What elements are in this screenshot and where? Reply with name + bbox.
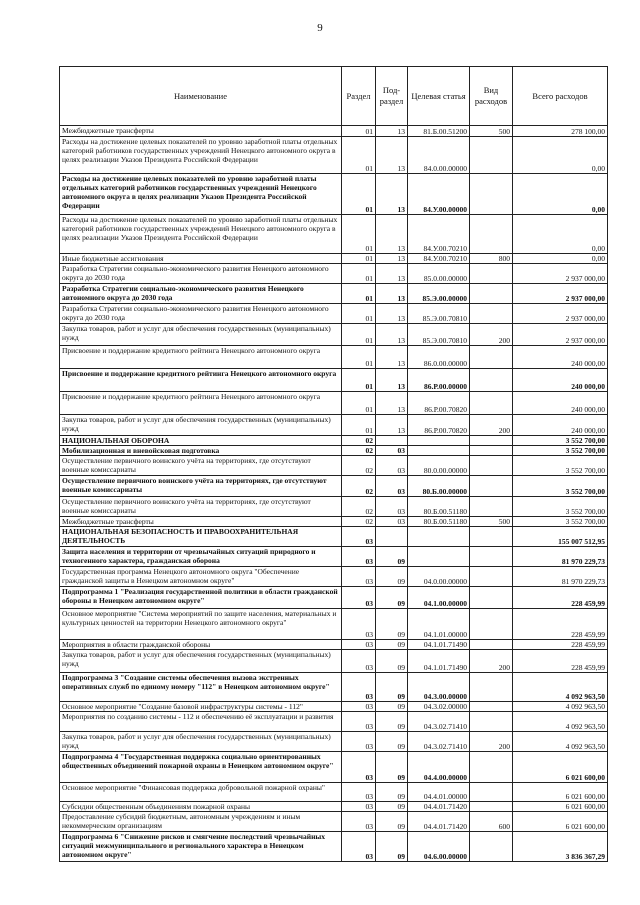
row-section: 02	[342, 446, 376, 456]
row-name: Подпрограмма 6 "Снижение рисков и смягчение последствий чрезвычайных ситуаций межмуниципального и регионального характера в Ненецком автономном округе"	[60, 832, 342, 862]
table-header	[60, 67, 608, 126]
table-row	[60, 567, 608, 587]
table-row	[60, 456, 608, 476]
table-row	[60, 369, 608, 392]
table-row	[60, 346, 608, 369]
row-subsection: 03	[376, 517, 408, 527]
row-total: 2 937 000,00	[513, 264, 608, 284]
row-total: 4 092 963,50	[513, 702, 608, 712]
header-subsection: Под-раздел	[376, 67, 408, 126]
row-subsection: 13	[376, 346, 408, 369]
row-subsection: 13	[376, 415, 408, 436]
row-target: 80.Б.00.51180	[408, 497, 470, 517]
row-total: 2 937 000,00	[513, 284, 608, 304]
header-section: Раздел	[342, 67, 376, 126]
row-kind: 200	[470, 732, 513, 752]
row-name: Межбюджетные трансферты	[60, 517, 342, 527]
row-subsection: 09	[376, 587, 408, 609]
row-section: 01	[342, 415, 376, 436]
table-row	[60, 254, 608, 264]
row-total: 228 459,99	[513, 640, 608, 650]
row-kind	[470, 436, 513, 446]
row-subsection	[376, 527, 408, 547]
row-kind	[470, 456, 513, 476]
row-kind	[470, 137, 513, 174]
row-total: 2 937 000,00	[513, 324, 608, 346]
row-total: 4 092 963,50	[513, 732, 608, 752]
row-name: Разработка Стратегии социально-экономического развития Ненецкого автономного округа до 2030 года	[60, 264, 342, 284]
row-section: 03	[342, 609, 376, 640]
row-section: 02	[342, 436, 376, 446]
row-kind: 800	[470, 254, 513, 264]
row-kind	[470, 712, 513, 732]
row-kind: 200	[470, 415, 513, 436]
row-total: 6 021 600,00	[513, 783, 608, 802]
row-total: 0,00	[513, 137, 608, 174]
row-kind: 200	[470, 650, 513, 673]
row-kind	[470, 702, 513, 712]
row-target: 85.Э.00.00000	[408, 284, 470, 304]
row-kind	[470, 346, 513, 369]
row-subsection: 13	[376, 126, 408, 137]
row-total: 278 100,00	[513, 126, 608, 137]
row-target: 04.4.00.00000	[408, 752, 470, 783]
row-name: Расходы на достижение целевых показателей по уровню заработной платы отдельных категорий работников государственных учреждений Ненецкого автономного округа в целях реализации Указов Президента Российской Федерации	[60, 137, 342, 174]
table-row	[60, 304, 608, 324]
row-target: 81.Б.00.51200	[408, 126, 470, 137]
row-section: 01	[342, 174, 376, 215]
table-row	[60, 609, 608, 640]
row-target: 86.Р.00.70820	[408, 415, 470, 436]
row-section: 01	[342, 346, 376, 369]
row-kind: 200	[470, 324, 513, 346]
header-total: Всего расходов	[513, 67, 608, 126]
row-section: 03	[342, 832, 376, 862]
row-target	[408, 436, 470, 446]
row-kind: 500	[470, 126, 513, 137]
table-row	[60, 174, 608, 215]
row-name: Расходы на достижение целевых показателей по уровню заработной платы отдельных категорий работников государственных учреждений Ненецкого автономного округа в целях реализации Указов Президента Российской Федерации	[60, 215, 342, 254]
row-target: 04.0.00.00000	[408, 567, 470, 587]
row-name: Подпрограмма 3 "Создание системы обеспечения вызова экстренных оперативных служб по единому номеру "112" в Ненецком автономном округе"	[60, 673, 342, 702]
row-section: 03	[342, 712, 376, 732]
table-row	[60, 812, 608, 832]
row-total: 3 552 700,00	[513, 517, 608, 527]
row-name: НАЦИОНАЛЬНАЯ БЕЗОПАСНОСТЬ И ПРАВООХРАНИТЕЛЬНАЯ ДЕЯТЕЛЬНОСТЬ	[60, 527, 342, 547]
row-subsection: 03	[376, 497, 408, 517]
row-kind: 600	[470, 812, 513, 832]
row-target: 80.0.00.00000	[408, 456, 470, 476]
table-row	[60, 732, 608, 752]
row-name: Основное мероприятие "Финансовая поддержка добровольной пожарной охраны"	[60, 783, 342, 802]
table-row	[60, 126, 608, 137]
row-total: 4 092 963,50	[513, 712, 608, 732]
row-target: 04.1.01.00000	[408, 609, 470, 640]
row-subsection: 13	[376, 284, 408, 304]
row-name: Мобилизационная и вневойсковая подготовка	[60, 446, 342, 456]
row-kind	[470, 369, 513, 392]
row-kind	[470, 609, 513, 640]
row-kind	[470, 215, 513, 254]
row-subsection: 09	[376, 732, 408, 752]
row-section: 03	[342, 547, 376, 567]
row-subsection: 13	[376, 215, 408, 254]
table-row	[60, 215, 608, 254]
row-target	[408, 446, 470, 456]
row-name: Мероприятия в области гражданской обороны	[60, 640, 342, 650]
row-target: 84.У.00.00000	[408, 174, 470, 215]
table-row	[60, 547, 608, 567]
row-total: 228 459,99	[513, 587, 608, 609]
row-subsection: 03	[376, 456, 408, 476]
row-name: Присвоение и поддержание кредитного рейтинга Ненецкого автономного округа	[60, 392, 342, 415]
row-subsection: 09	[376, 567, 408, 587]
row-kind	[470, 446, 513, 456]
row-subsection: 09	[376, 673, 408, 702]
row-name: Осуществление первичного воинского учёта на территориях, где отсутствуют военные комиссариаты	[60, 456, 342, 476]
row-subsection: 09	[376, 752, 408, 783]
row-section: 01	[342, 215, 376, 254]
row-target: 04.1.00.00000	[408, 587, 470, 609]
table-row	[60, 650, 608, 673]
table-row	[60, 702, 608, 712]
row-name: Присвоение и поддержание кредитного рейтинга Ненецкого автономного округа	[60, 369, 342, 392]
row-name: Осуществление первичного воинского учёта на территориях, где отсутствуют военные комиссариаты	[60, 497, 342, 517]
page-number: 9	[317, 22, 323, 34]
row-kind	[470, 304, 513, 324]
row-total: 3 552 700,00	[513, 436, 608, 446]
row-subsection: 13	[376, 369, 408, 392]
row-name: НАЦИОНАЛЬНАЯ ОБОРОНА	[60, 436, 342, 446]
row-name: Государственная программа Ненецкого автономного округа "Обеспечение гражданской защиты в Ненецком автономном округе"	[60, 567, 342, 587]
row-section: 01	[342, 392, 376, 415]
row-name: Закупка товаров, работ и услуг для обеспечения государственных (муниципальных) нужд	[60, 324, 342, 346]
row-kind	[470, 174, 513, 215]
row-target: 86.0.00.00000	[408, 346, 470, 369]
table-row	[60, 832, 608, 862]
table-row	[60, 517, 608, 527]
table-row	[60, 587, 608, 609]
row-target: 04.4.01.71420	[408, 812, 470, 832]
row-section: 02	[342, 476, 376, 497]
row-section: 01	[342, 304, 376, 324]
row-target: 85.0.00.00000	[408, 264, 470, 284]
row-subsection: 09	[376, 609, 408, 640]
table-row	[60, 640, 608, 650]
row-total: 0,00	[513, 174, 608, 215]
row-subsection	[376, 436, 408, 446]
row-total: 6 021 600,00	[513, 802, 608, 812]
row-total: 0,00	[513, 215, 608, 254]
row-kind	[470, 547, 513, 567]
row-kind	[470, 527, 513, 547]
budget-table	[59, 66, 608, 862]
row-target: 86.Р.00.00000	[408, 369, 470, 392]
row-section: 03	[342, 567, 376, 587]
table-row	[60, 752, 608, 783]
row-subsection: 13	[376, 137, 408, 174]
row-section: 03	[342, 812, 376, 832]
table-row	[60, 392, 608, 415]
row-target: 04.4.01.00000	[408, 783, 470, 802]
table-row	[60, 324, 608, 346]
row-section: 03	[342, 783, 376, 802]
row-name: Иные бюджетные ассигнования	[60, 254, 342, 264]
row-name: Мероприятия по созданию системы - 112 и обеспечению её эксплуатации и развития	[60, 712, 342, 732]
row-kind	[470, 567, 513, 587]
row-total: 2 937 000,00	[513, 304, 608, 324]
row-kind	[470, 802, 513, 812]
row-target: 04.3.00.00000	[408, 673, 470, 702]
row-name: Закупка товаров, работ и услуг для обеспечения государственных (муниципальных) нужд	[60, 650, 342, 673]
row-kind: 500	[470, 517, 513, 527]
row-name: Закупка товаров, работ и услуг для обеспечения государственных (муниципальных) нужд	[60, 415, 342, 436]
row-section: 02	[342, 517, 376, 527]
table-row	[60, 137, 608, 174]
row-target	[408, 547, 470, 567]
row-kind	[470, 783, 513, 802]
row-section: 01	[342, 324, 376, 346]
row-subsection: 09	[376, 832, 408, 862]
row-kind	[470, 752, 513, 783]
row-total: 240 000,00	[513, 392, 608, 415]
table-row	[60, 673, 608, 702]
table-row	[60, 476, 608, 497]
row-subsection: 09	[376, 802, 408, 812]
row-total: 240 000,00	[513, 415, 608, 436]
row-name: Присвоение и поддержание кредитного рейтинга Ненецкого автономного округа	[60, 346, 342, 369]
row-total: 3 552 700,00	[513, 456, 608, 476]
row-subsection: 09	[376, 712, 408, 732]
row-target: 80.Б.00.51180	[408, 517, 470, 527]
row-target: 04.6.00.00000	[408, 832, 470, 862]
row-target: 84.0.00.00000	[408, 137, 470, 174]
row-subsection: 13	[376, 392, 408, 415]
row-name: Субсидии общественным объединениям пожарной охраны	[60, 802, 342, 812]
row-kind	[470, 392, 513, 415]
row-total: 155 007 512,95	[513, 527, 608, 547]
row-subsection: 03	[376, 476, 408, 497]
row-name: Осуществление первичного воинского учёта на территориях, где отсутствуют военные комиссариаты	[60, 476, 342, 497]
row-kind	[470, 284, 513, 304]
row-section: 02	[342, 456, 376, 476]
row-section: 03	[342, 650, 376, 673]
row-total: 228 459,99	[513, 650, 608, 673]
row-section: 01	[342, 126, 376, 137]
row-subsection: 09	[376, 702, 408, 712]
row-total: 81 970 229,73	[513, 547, 608, 567]
row-target: 86.Р.00.70820	[408, 392, 470, 415]
row-total: 4 092 963,50	[513, 673, 608, 702]
row-kind	[470, 832, 513, 862]
row-section: 03	[342, 802, 376, 812]
row-total: 6 021 600,00	[513, 812, 608, 832]
row-section: 01	[342, 254, 376, 264]
table-row	[60, 802, 608, 812]
row-subsection: 13	[376, 174, 408, 215]
row-name: Основное мероприятие "Создание базовой инфраструктуры системы - 112"	[60, 702, 342, 712]
table-row	[60, 446, 608, 456]
row-total: 3 552 700,00	[513, 497, 608, 517]
row-target: 04.1.01.71490	[408, 650, 470, 673]
table-row	[60, 415, 608, 436]
row-section: 03	[342, 673, 376, 702]
row-target: 04.4.01.71420	[408, 802, 470, 812]
row-subsection: 03	[376, 446, 408, 456]
row-target: 04.3.02.71410	[408, 732, 470, 752]
row-section: 01	[342, 137, 376, 174]
table-row	[60, 712, 608, 732]
row-target: 80.Б.00.00000	[408, 476, 470, 497]
row-section: 01	[342, 369, 376, 392]
row-name: Разработка Стратегии социально-экономического развития Ненецкого автономного округа до 2030 года	[60, 284, 342, 304]
row-section: 03	[342, 732, 376, 752]
row-name: Расходы на достижение целевых показателей по уровню заработной платы отдельных категорий работников государственных учреждений Ненецкого автономного округа в целях реализации Указов Президента Российской Федерации	[60, 174, 342, 215]
row-target: 85.Э.00.70810	[408, 324, 470, 346]
row-total: 0,00	[513, 254, 608, 264]
row-subsection: 13	[376, 304, 408, 324]
header-kind: Вид расходов	[470, 67, 513, 126]
row-subsection: 09	[376, 812, 408, 832]
row-kind	[470, 497, 513, 517]
row-subsection: 13	[376, 254, 408, 264]
row-name: Закупка товаров, работ и услуг для обеспечения государственных (муниципальных) нужд	[60, 732, 342, 752]
row-target: 04.3.02.71410	[408, 712, 470, 732]
row-subsection: 09	[376, 547, 408, 567]
row-total: 3 836 367,29	[513, 832, 608, 862]
row-subsection: 13	[376, 324, 408, 346]
row-name: Подпрограмма 1 "Реализация государственной политики в области гражданской обороны в Ненецком автономном округе"	[60, 587, 342, 609]
row-section: 03	[342, 702, 376, 712]
row-total: 3 552 700,00	[513, 446, 608, 456]
row-section: 02	[342, 497, 376, 517]
row-section: 03	[342, 527, 376, 547]
row-total: 228 459,99	[513, 609, 608, 640]
row-total: 240 000,00	[513, 346, 608, 369]
row-kind	[470, 587, 513, 609]
table-row	[60, 527, 608, 547]
row-section: 03	[342, 640, 376, 650]
row-subsection: 09	[376, 783, 408, 802]
header-target: Целевая статья	[408, 67, 470, 126]
row-section: 03	[342, 752, 376, 783]
row-section: 03	[342, 587, 376, 609]
table-row	[60, 436, 608, 446]
row-target: 84.У.00.70210	[408, 254, 470, 264]
row-section: 01	[342, 284, 376, 304]
row-name: Основное мероприятие "Система мероприятий по защите населения, материальных и культурных ценностей на территории Ненецкого автономного округа"	[60, 609, 342, 640]
row-name: Предоставление субсидий бюджетным, автономным учреждениям и иным некоммерческим организациям	[60, 812, 342, 832]
row-kind	[470, 476, 513, 497]
row-section: 01	[342, 264, 376, 284]
row-total: 3 552 700,00	[513, 476, 608, 497]
row-name: Межбюджетные трансферты	[60, 126, 342, 137]
row-name: Защита населения и территории от чрезвычайных ситуаций природного и техногенного характера, гражданская оборона	[60, 547, 342, 567]
row-target: 04.1.01.71490	[408, 640, 470, 650]
row-target: 04.3.02.00000	[408, 702, 470, 712]
table-row	[60, 264, 608, 284]
row-target	[408, 527, 470, 547]
row-total: 240 000,00	[513, 369, 608, 392]
row-total: 81 970 229,73	[513, 567, 608, 587]
table-row	[60, 497, 608, 517]
table-row	[60, 284, 608, 304]
row-name: Подпрограмма 4 "Государственная поддержка социально ориентированных общественных объединений пожарной охраны в Ненецком автономном округе"	[60, 752, 342, 783]
row-name: Разработка Стратегии социально-экономического развития Ненецкого автономного округа до 2030 года	[60, 304, 342, 324]
row-kind	[470, 264, 513, 284]
row-subsection: 09	[376, 650, 408, 673]
row-kind	[470, 640, 513, 650]
row-target: 85.Э.00.70810	[408, 304, 470, 324]
row-subsection: 09	[376, 640, 408, 650]
row-subsection: 13	[376, 264, 408, 284]
row-target: 84.У.00.70210	[408, 215, 470, 254]
row-total: 6 021 600,00	[513, 752, 608, 783]
row-kind	[470, 673, 513, 702]
header-name: Наименование	[60, 67, 342, 126]
table-row	[60, 783, 608, 802]
